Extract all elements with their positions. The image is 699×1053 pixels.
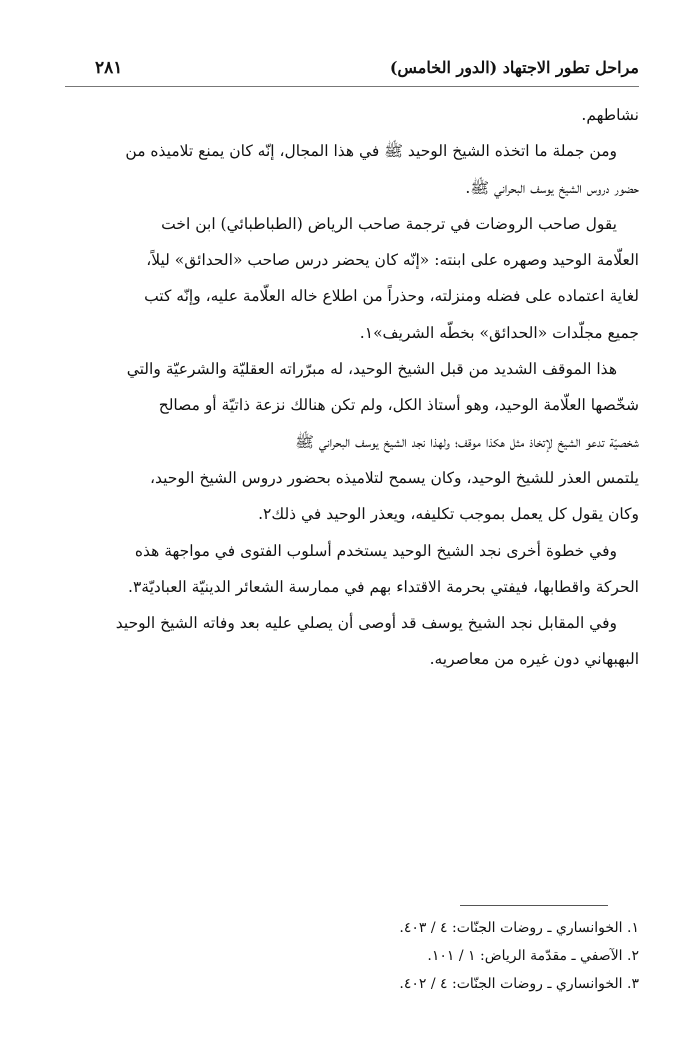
text-line: جميع مجلّدات «الحدائق» بخطّه الشريف»١. <box>359 323 639 342</box>
page-number: ٢٨١ <box>95 58 123 78</box>
text-line: شخصيّة تدعو الشيخ لإتخاذ مثل هكذا موقف؛ ولهذا نجد الشيخ يوسف البحراني ﷺ <box>295 432 639 451</box>
text-line: يلتمس العذر للشيخ الوحيد، وكان يسمح لتلاميذه بحضور دروس الشيخ الوحيد، <box>149 468 639 487</box>
running-header <box>95 58 639 88</box>
text-line: شخّصها العلّامة الوحيد، وهو أستاذ الكل، ولم تكن هنالك نزعة ذاتيّة أو مصالح <box>158 396 639 415</box>
text-line: هذا الموقف الشديد من قبل الشيخ الوحيد، له مبرّراته العقليّة والشرعيّة والتي <box>126 360 617 379</box>
text-line: وفي خطوة أخرى نجد الشيخ الوحيد يستخدم أسلوب الفتوى في مواجهة هذه <box>134 541 617 560</box>
text-line: لغاية اعتماده على فضله ومنزلته، وحذراً من اطلاع خاله العلّامة عليه، وإنّه كتب <box>144 287 639 306</box>
text-line: حضور دروس الشيخ يوسف البحراني ﷺ. <box>465 178 639 197</box>
header-divider <box>65 86 639 87</box>
footnote: ٢. الآصفي ـ مقدّمة الرياض: ١ / ١٠١. <box>427 948 639 964</box>
text-line: وكان يقول كل يعمل بموجب تكليفه، ويعذر الوحيد في ذلك٢. <box>258 505 639 524</box>
footnotes <box>60 914 639 998</box>
text-line: ومن جملة ما اتخذه الشيخ الوحيد ﷺ في هذا المجال، إنّه كان يمنع تلاميذه من <box>125 142 617 161</box>
text-line: نشاطهم. <box>581 106 639 124</box>
text-line: وفي المقابل نجد الشيخ يوسف قد أوصى أن يصلي عليه بعد وفاته الشيخ الوحيد <box>115 614 617 633</box>
footnote: ١. الخوانساري ـ روضات الجنّات: ٤ / ٤٠٣. <box>399 920 639 936</box>
text-line: الحركة واقطابها، فيفتي بحرمة الاقتداء بهم في ممارسة الشعائر الدينيّة العباديّة٣. <box>128 577 639 596</box>
running-title: مراحل تطور الاجتهاد (الدور الخامس) <box>389 58 639 77</box>
footnote: ٣. الخوانساري ـ روضات الجنّات: ٤ / ٤٠٢. <box>399 976 639 992</box>
text-line: العلّامة الوحيد وصهره على ابنته: «إنّه كان يحضر درس صاحب «الحدائق» ليلاً، <box>146 251 639 270</box>
main-text <box>62 97 639 678</box>
footnote-divider <box>460 905 608 906</box>
text-line: البهبهاني دون غيره من معاصريه. <box>429 650 639 669</box>
text-line: يقول صاحب الروضات في ترجمة صاحب الرياض (الطباطبائي) ابن اخت <box>161 214 617 233</box>
